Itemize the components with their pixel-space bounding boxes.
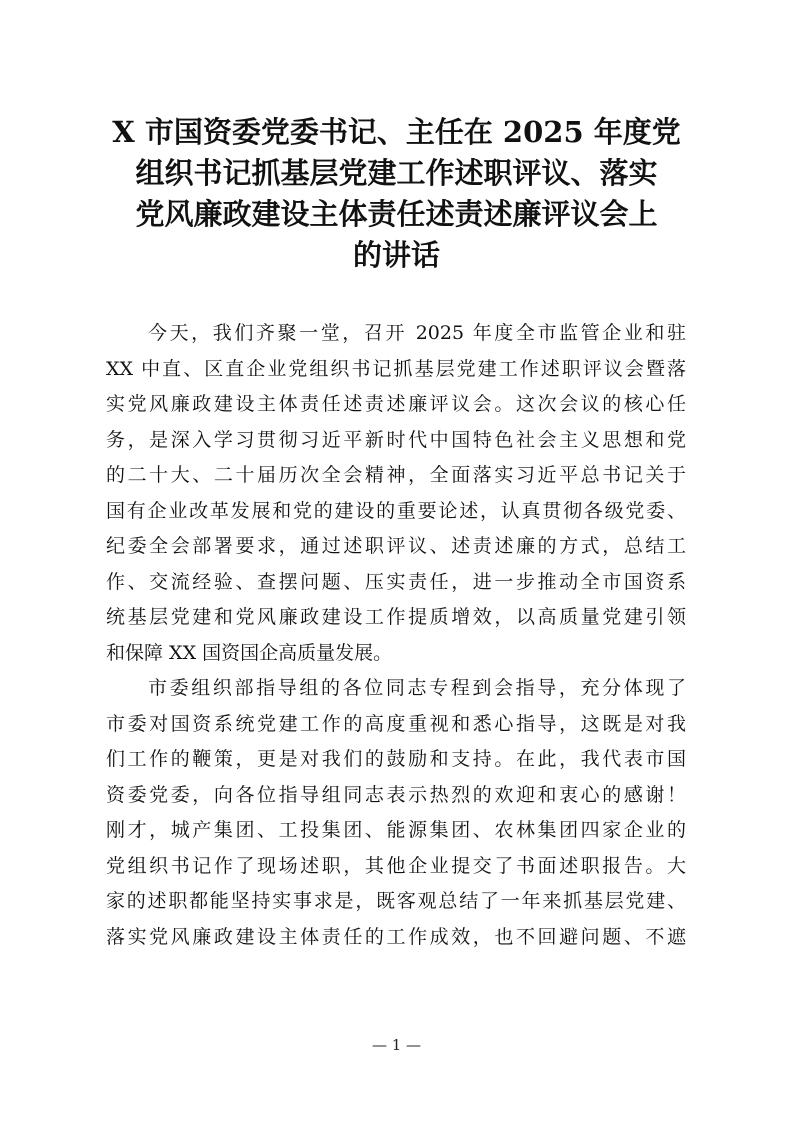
body-line: 刚才，城产集团、工投集团、能源集团、农林集团四家企业的 <box>106 819 686 841</box>
body-line: 今天，我们齐聚一堂，召开 2025 年度全市监管企业和驻 <box>148 322 686 344</box>
page-number: — 1 — <box>371 1036 422 1054</box>
document-title <box>96 112 697 276</box>
body-line: 市委对国资系统党建工作的高度重视和悉心指导，这既是对我 <box>106 712 686 735</box>
body-line: 作、交流经验、查摆问题、压实责任，进一步推动全市国资系 <box>106 570 686 593</box>
body-line: 实党风廉政建设主体责任述责述廉评议会。这次会议的核心任 <box>106 393 686 415</box>
body-line: 国有企业改革发展和党的建设的重要论述，认真贯彻各级党委、 <box>106 499 686 522</box>
body-line: 市委组织部指导组的各位同志专程到会指导，充分体现了 <box>148 677 686 699</box>
body-line: 落实党风廉政建设主体责任的工作成效，也不回避问题、不遮 <box>106 925 686 948</box>
title-line: 的讲话 <box>352 238 440 272</box>
title-line: 组织书记抓基层党建工作述职评议、落实 <box>135 156 658 190</box>
body-line: 和保障 XX 国资国企高质量发展。 <box>106 641 393 664</box>
title-line: 党风廉政建设主体责任述责述廉评议会上 <box>135 197 658 231</box>
body-line: 务，是深入学习贯彻习近平新时代中国特色社会主义思想和党 <box>106 428 686 451</box>
body-line: 纪委全会部署要求，通过述职评议、述责述廉的方式，总结工 <box>106 535 686 557</box>
body-line: 资委党委，向各位指导组同志表示热烈的欢迎和衷心的感谢！ <box>106 783 686 806</box>
body-line: 党组织书记作了现场述职，其他企业提交了书面述职报告。大 <box>106 854 686 877</box>
title-line: X 市国资委党委书记、主任在 2025 年度党 <box>112 115 681 149</box>
document-body <box>106 316 686 955</box>
body-line: 统基层党建和党风廉政建设工作提质增效，以高质量党建引领 <box>106 606 686 628</box>
body-line: XX 中直、区直企业党组织书记抓基层党建工作述职评议会暨落 <box>106 357 686 380</box>
body-line: 家的述职都能坚持实事求是，既客观总结了一年来抓基层党建、 <box>106 890 686 912</box>
body-line: 的二十大、二十届历次全会精神，全面落实习近平总书记关于 <box>106 464 686 486</box>
body-line: 们工作的鞭策，更是对我们的鼓励和支持。在此，我代表市国 <box>106 748 686 770</box>
